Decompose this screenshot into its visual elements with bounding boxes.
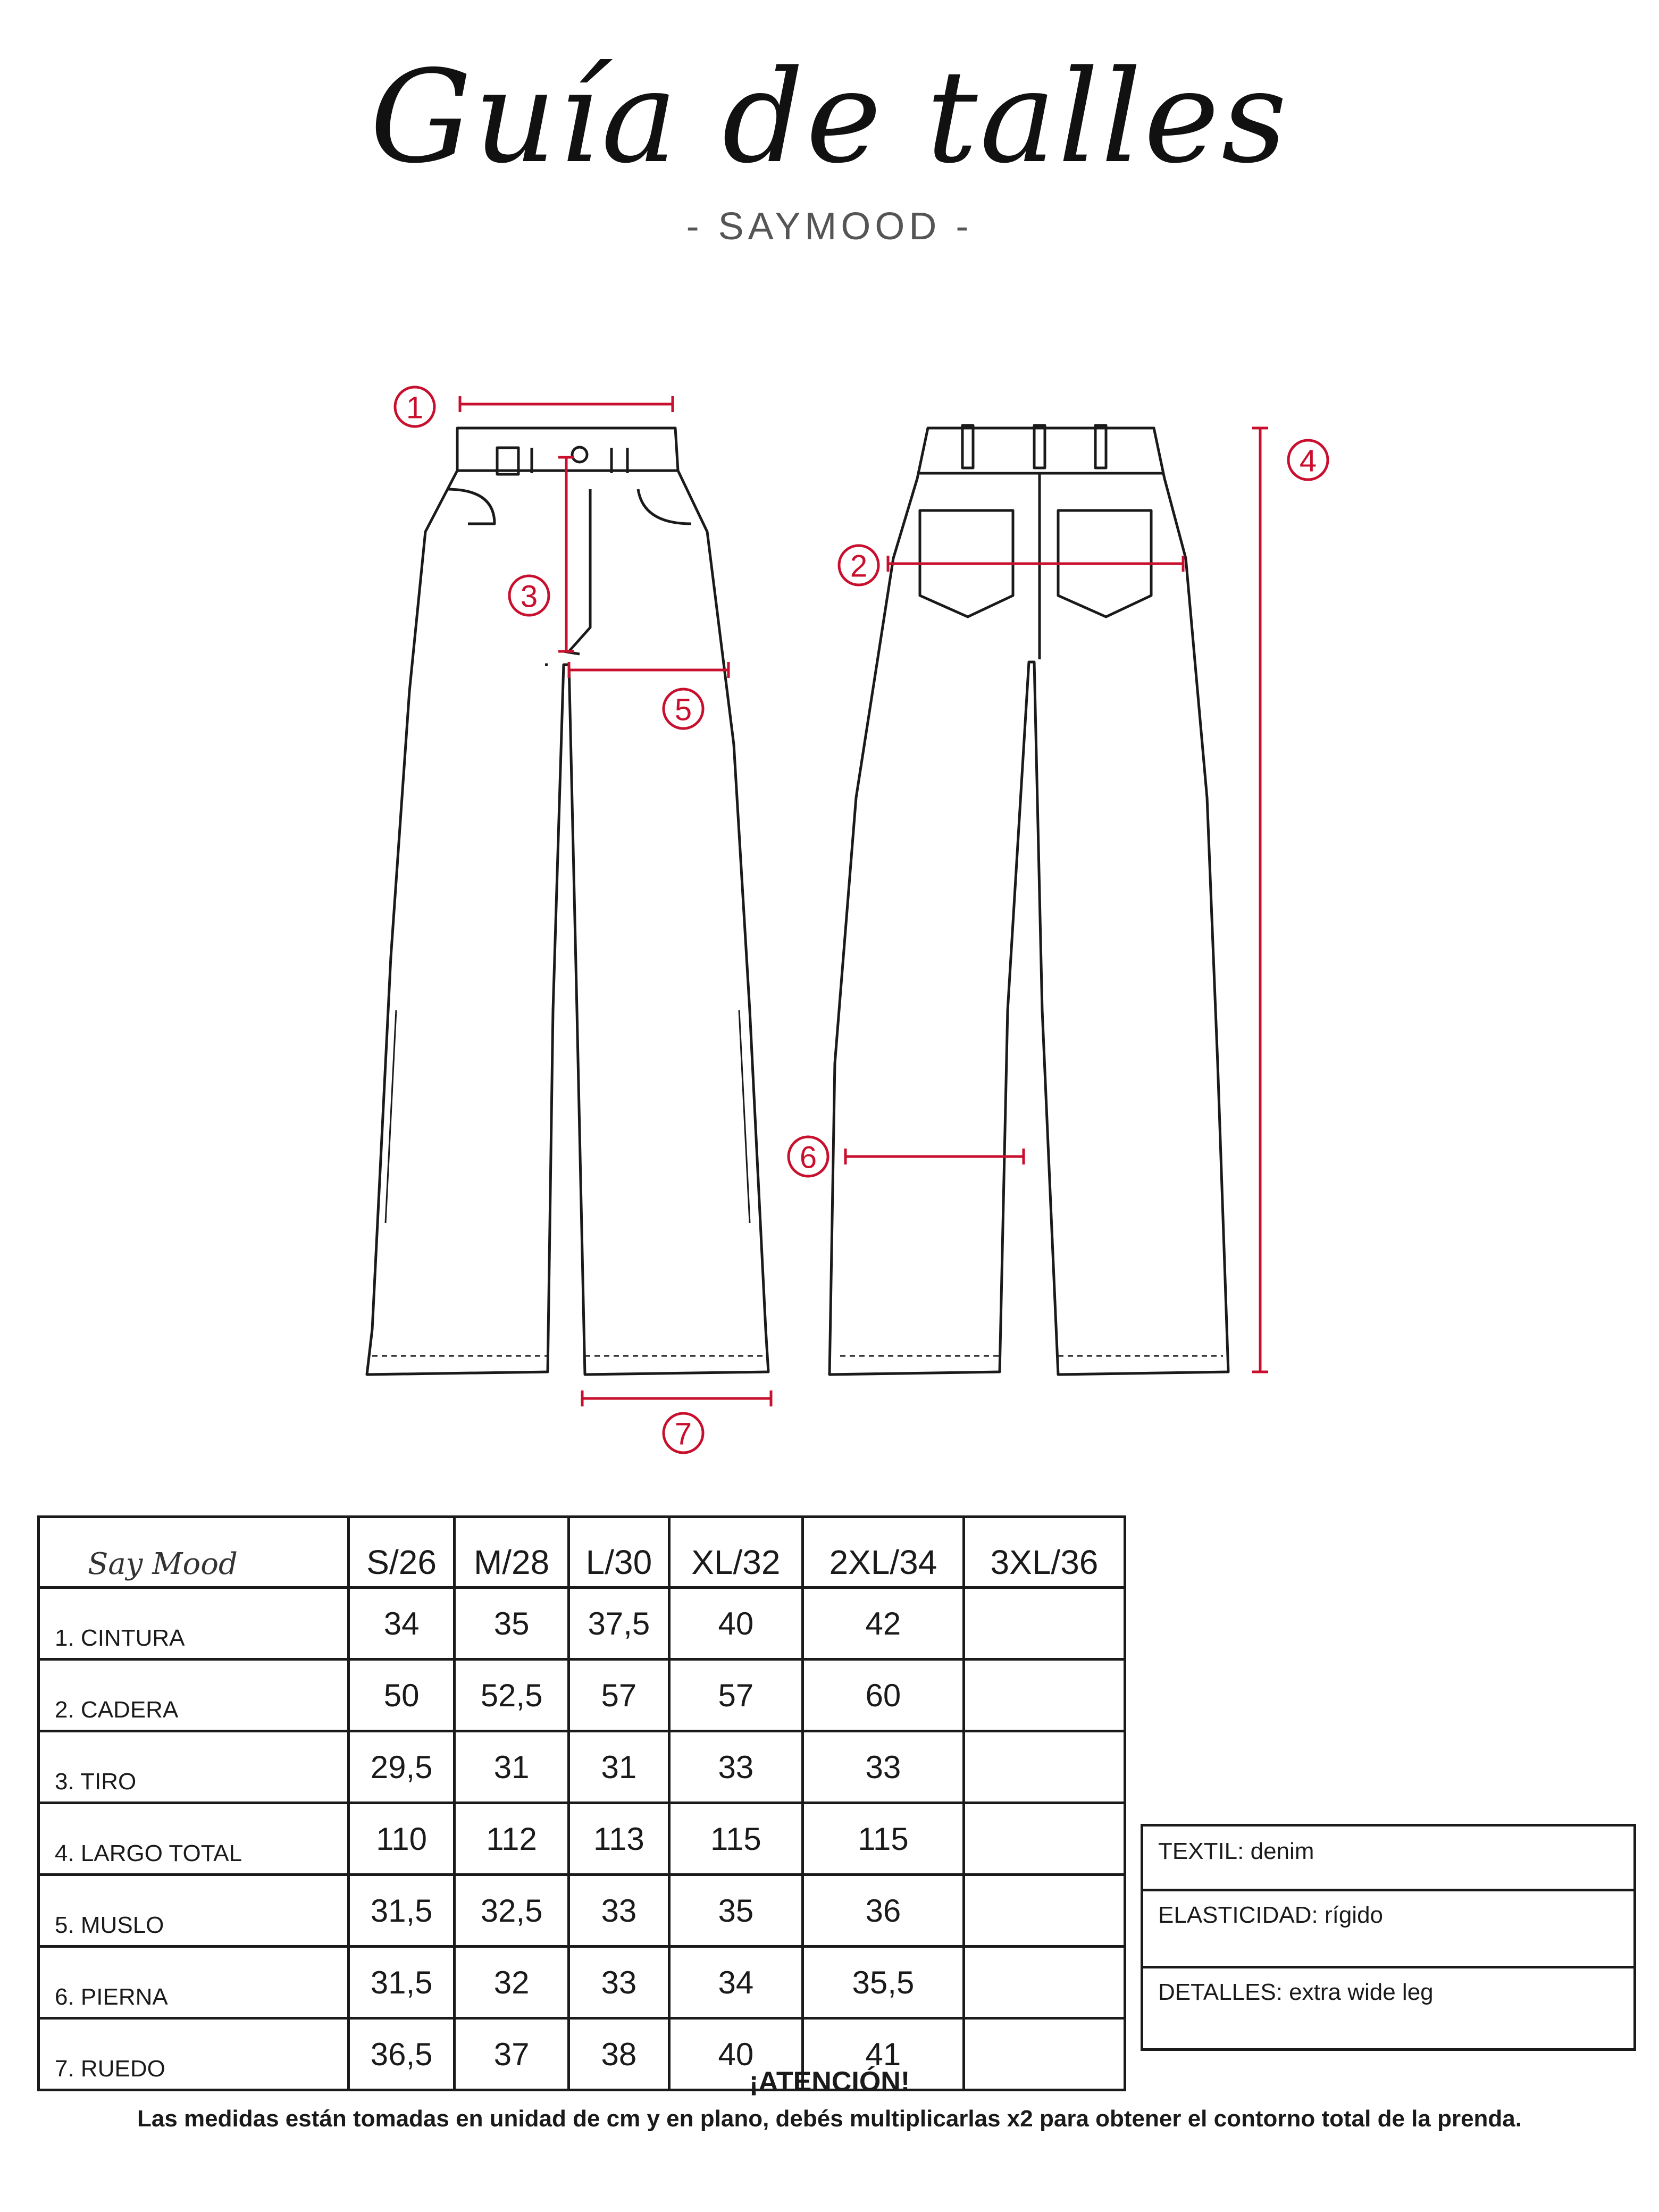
marker-7-label: 7	[674, 1417, 692, 1452]
table-cell: 60	[802, 1660, 963, 1731]
table-row	[39, 1660, 1125, 1731]
hem-measure-line	[582, 1390, 771, 1406]
marker-2-label: 2	[850, 549, 868, 584]
table-cell	[963, 1803, 1125, 1875]
size-chart-table	[37, 1515, 1126, 2091]
measurement-note: Las medidas están tomadas en unidad de cm y en plano, debés multiplicarlas x2 para obtener el contorno total de la prenda.	[137, 2106, 1522, 2132]
table-cell: 52,5	[455, 1660, 569, 1731]
row-label: 1. CINTURA	[39, 1588, 349, 1660]
table-cell: 42	[802, 1588, 963, 1660]
size-column-header: 3XL/36	[963, 1517, 1125, 1588]
row-label: 2. CADERA	[39, 1660, 349, 1731]
fabric-info-table	[1141, 1824, 1636, 2051]
size-column-header: L/30	[568, 1517, 669, 1588]
table-cell: 33	[568, 1947, 669, 2018]
size-column-header: M/28	[455, 1517, 569, 1588]
brand-subtitle: - SAYMOOD -	[686, 205, 973, 248]
length-measure-line	[1252, 428, 1268, 1372]
table-cell: 57	[568, 1660, 669, 1731]
table-cell: 113	[568, 1803, 669, 1875]
size-column-header: S/26	[349, 1517, 455, 1588]
table-cell: 36	[802, 1875, 963, 1947]
waist-measure-line	[460, 396, 673, 412]
table-cell: 34	[669, 1947, 802, 2018]
size-header-row	[39, 1517, 1125, 1588]
table-cell	[963, 1947, 1125, 2018]
table-cell	[963, 1588, 1125, 1660]
table-cell: 41	[802, 2018, 963, 2090]
page-title: Guía de talles	[370, 43, 1289, 191]
marker-3-label: 3	[520, 579, 538, 614]
brand-logo: Say Mood	[88, 1547, 238, 1581]
table-cell: 34	[349, 1588, 455, 1660]
size-column-header: XL/32	[669, 1517, 802, 1588]
table-cell: 35,5	[802, 1947, 963, 2018]
elasticity-info: ELASTICIDAD: rígido	[1142, 1890, 1635, 1967]
table-cell: 110	[349, 1803, 455, 1875]
table-cell: 37	[455, 2018, 569, 2090]
row-label: 6. PIERNA	[39, 1947, 349, 2018]
thigh-measure-line	[569, 662, 728, 678]
table-cell: 32,5	[455, 1875, 569, 1947]
table-row	[39, 1803, 1125, 1875]
table-cell: 29,5	[349, 1731, 455, 1803]
table-cell: 57	[669, 1660, 802, 1731]
table-cell: 50	[349, 1660, 455, 1731]
attention-heading: ¡ATENCIÓN!	[749, 2066, 910, 2097]
table-cell	[963, 1875, 1125, 1947]
table-cell: 31,5	[349, 1947, 455, 2018]
table-cell	[963, 1660, 1125, 1731]
table-cell: 38	[568, 2018, 669, 2090]
table-cell: 115	[802, 1803, 963, 1875]
table-cell: 33	[568, 1875, 669, 1947]
table-cell: 36,5	[349, 2018, 455, 2090]
marker-4-label: 4	[1299, 443, 1317, 479]
marker-5-label: 5	[674, 692, 692, 727]
row-label: 4. LARGO TOTAL	[39, 1803, 349, 1875]
row-label: 7. RUEDO	[39, 2018, 349, 2090]
table-cell: 31,5	[349, 1875, 455, 1947]
size-column-header: 2XL/34	[802, 1517, 963, 1588]
marker-1-label: 1	[406, 390, 424, 425]
table-row	[39, 1731, 1125, 1803]
table-row	[39, 1588, 1125, 1660]
table-cell: 112	[455, 1803, 569, 1875]
table-cell: 40	[669, 1588, 802, 1660]
table-cell: 35	[455, 1588, 569, 1660]
leg-measure-line	[845, 1149, 1024, 1164]
row-label: 3. TIRO	[39, 1731, 349, 1803]
table-cell: 40	[669, 2018, 802, 2090]
row-label: 5. MUSLO	[39, 1875, 349, 1947]
table-row	[39, 1947, 1125, 2018]
table-cell	[963, 1731, 1125, 1803]
details-info: DETALLES: extra wide leg	[1142, 1967, 1635, 2050]
table-cell: 115	[669, 1803, 802, 1875]
table-cell: 33	[802, 1731, 963, 1803]
table-cell: 37,5	[568, 1588, 669, 1660]
marker-6-label: 6	[799, 1140, 817, 1175]
table-row	[39, 1875, 1125, 1947]
table-cell: 31	[568, 1731, 669, 1803]
hip-measure-line	[888, 556, 1183, 572]
logo-cell	[39, 1517, 349, 1588]
rise-measure-line	[558, 457, 574, 651]
table-cell: 31	[455, 1731, 569, 1803]
textil-info: TEXTIL: denim	[1142, 1825, 1635, 1890]
table-cell: 33	[669, 1731, 802, 1803]
table-cell: 32	[455, 1947, 569, 2018]
table-cell: 35	[669, 1875, 802, 1947]
